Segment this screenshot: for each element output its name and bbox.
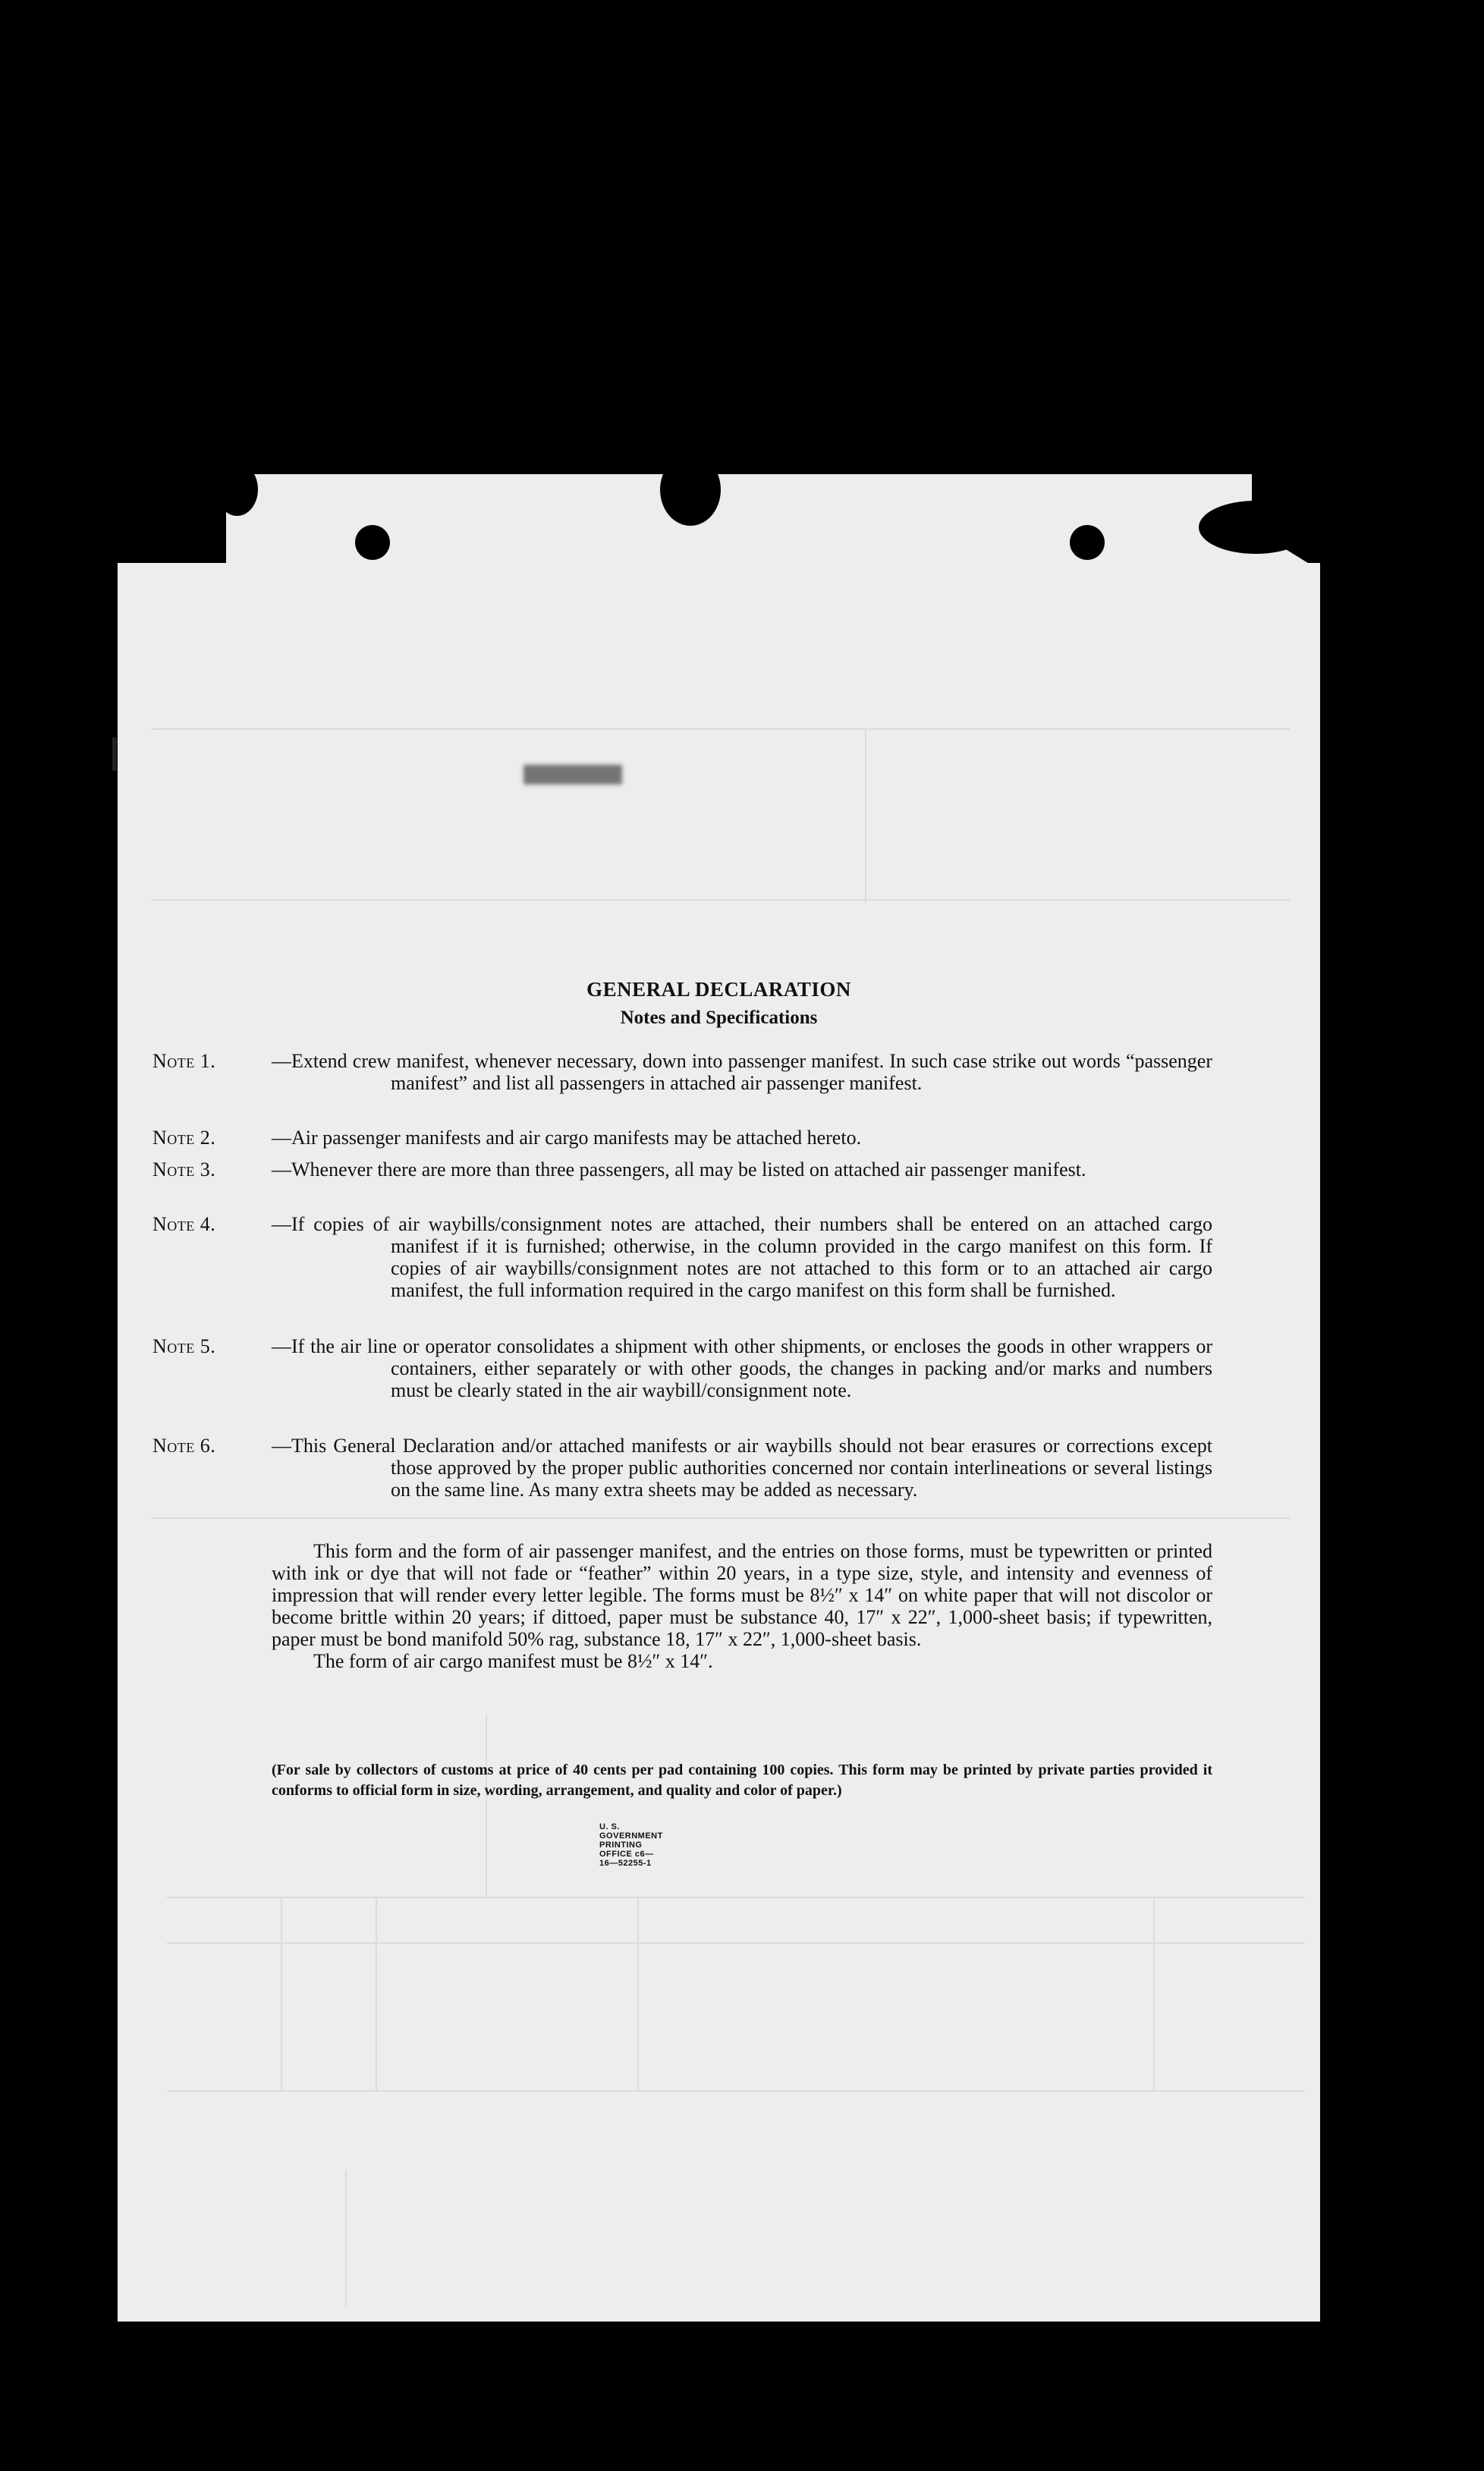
ink-smudge [523,765,622,784]
note-text: —If the air line or operator consolidates a shipment with other shipments, or encloses the goods in other wrappers or containers, either separately or with other goods, the changes in packing and/or marks and numbers must be clearly stated in the air waybill/consignment note. [272,1335,1212,1401]
note-4 [272,1213,1212,1301]
paper-specification-text: This form and the form of air passenger manifest, and the entries on those forms, must be typewritten or printed with ink or dye that will not fade or “feather” within 20 years, in a type size, style, and intensity and evenness of impression that will render every letter legible. The forms must be 8½″ x 14″ on white paper that will not discolor or become brittle within 20 years; if dittoed, paper must be substance 40, 17″ x 22″, 1,000-sheet basis; if typewritten, paper must be bond manifold 50% rag, substance 18, 17″ x 22″, 1,000-sheet basis. [272,1540,1212,1650]
bleed-through-line [152,899,1290,901]
torn-edge [216,463,258,516]
edge-mark [112,737,117,771]
punch-hole [355,525,390,560]
note-text: —Whenever there are more than three passengers, all may be listed on attached air passenger manifest. [272,1158,1086,1180]
bleed-through-line [167,1897,1305,1898]
torn-edge [1199,501,1313,554]
bleed-through-line [486,1715,487,1897]
bleed-through-line [152,728,1290,730]
bleed-through-line [167,1942,1305,1944]
bleed-through-line [376,1897,377,2090]
bleed-through-line [865,728,866,903]
punch-hole [1070,525,1105,560]
note-6 [272,1435,1212,1501]
specifications-paragraph [272,1540,1212,1672]
bleed-through-line [345,2170,347,2306]
note-1 [272,1050,1212,1094]
bleed-through-line [637,1897,639,2090]
note-text: —Extend crew manifest, whenever necessary, down into passenger manifest. In such case strike out words “passenger manifest” and list all passengers in attached air passenger manifest. [272,1050,1212,1094]
note-2 [272,1127,1212,1149]
bleed-through-line [281,1897,282,2090]
note-text: —Air passenger manifests and air cargo manifests may be attached hereto. [272,1127,862,1149]
document-title: GENERAL DECLARATION [586,978,851,1001]
cargo-manifest-size-text: The form of air cargo manifest must be 8½″ x 14″. [313,1650,713,1672]
note-text: —This General Declaration and/or attached manifests or air waybills should not bear erasures or corrections except those approved by the proper public authorities concerned nor contain interlineations or several listings on the same line. As many extra sheets may be added as necessary. [272,1435,1212,1501]
printer-line: U. S. GOVERNMENT PRINTING OFFICE c6—16—52255-1 [599,1822,663,1868]
note-3 [272,1158,1212,1180]
torn-edge [660,454,721,526]
bleed-through-line [152,1517,1290,1519]
document-subtitle: Notes and Specifications [620,1008,818,1028]
note-5 [272,1335,1212,1401]
bleed-through-line [1153,1897,1155,2090]
bleed-through-line [167,2090,1305,2092]
note-text: —If copies of air waybills/consignment notes are attached, their numbers shall be entered on an attached cargo manifest if it is furnished; otherwise, in the column provided in the cargo manifest on this form. If copies of air waybills/consignment notes are not attached to this form or to an attached air cargo manifest, the full information required in the cargo manifest on this form shall be furnished. [272,1213,1212,1301]
sale-notice: (For sale by collectors of customs at price of 40 cents per pad containing 100 copies. This form may be printed by private parties provided it conforms to official form in size, wording, arrangement, and quality and color of paper.) [272,1762,1212,1799]
